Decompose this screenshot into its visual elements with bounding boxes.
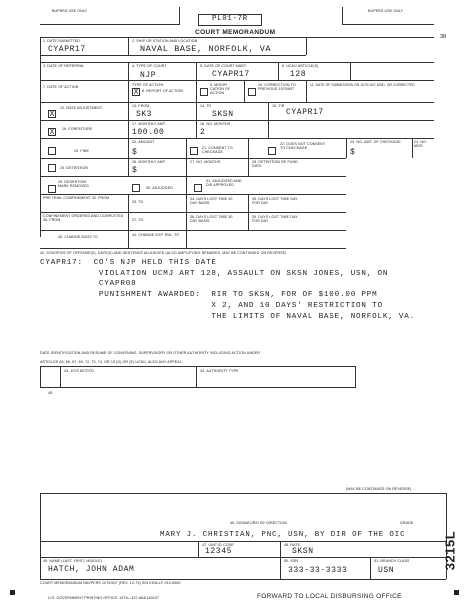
divider xyxy=(280,541,281,557)
divider xyxy=(268,102,269,120)
row-line xyxy=(40,138,434,139)
grade-label: GRADE xyxy=(400,521,414,525)
field-49-label: 49. NAME (LAST, FIRST, MIDDLE) xyxy=(43,559,102,563)
field-22-label: 22. DOES NOT CONSENT TO CHECKAGE xyxy=(280,142,326,150)
field-51-label: 51. BRANCH CLASS xyxy=(374,559,410,563)
continued-on-reverse: (MAY BE CONTINUED ON REVERSE) xyxy=(346,487,412,491)
row-line xyxy=(40,248,346,249)
divider xyxy=(196,62,197,80)
field-49-value: HATCH, JOHN ADAM xyxy=(48,565,135,574)
field-45-label: 45. xyxy=(48,391,54,395)
field-17-label: 17. MONTHLY AMT. xyxy=(132,122,166,126)
divider xyxy=(128,230,129,248)
field-1-value: CYAPR17 xyxy=(48,45,86,54)
field-4-label: 4. TYPE OF COURT xyxy=(132,64,167,68)
field-28-label: 28. DETENTION RE FUND DATE xyxy=(252,160,298,168)
divider xyxy=(60,366,61,388)
synopsis-line-5: X 2, AND 10 DAYS' RESTRICTION TO xyxy=(40,302,383,310)
row-line xyxy=(40,55,306,56)
field-44-label: 44. AUTHORITY TYPE xyxy=(200,369,239,373)
field-21-checkbox[interactable] xyxy=(190,147,198,155)
divider xyxy=(248,212,249,230)
synopsis-line-3: CYAPR08 xyxy=(40,280,137,288)
divider xyxy=(40,493,41,579)
field-12-checkbox[interactable]: X xyxy=(49,110,55,119)
field-18-label: 18. NO. MONTHS xyxy=(200,122,231,126)
field-30-checkbox[interactable] xyxy=(132,184,140,192)
bullet-right xyxy=(454,590,459,595)
divider xyxy=(128,194,129,212)
row-line xyxy=(40,120,434,121)
review-label-2: ARTICLES 65, 66, 67, 69, 72, 73, 74, OR 15 (D) OR (E) UCMJ, ALSO ANY APPEAL xyxy=(40,360,182,364)
divider xyxy=(128,80,129,102)
field-29-checkbox[interactable] xyxy=(48,185,56,193)
field-40-label: 40. CHANGE EAOS TO xyxy=(58,235,99,239)
divider xyxy=(128,138,129,158)
field-20-value: $ xyxy=(132,148,138,157)
divider xyxy=(248,194,249,212)
field-37-label: 37. TO xyxy=(132,218,144,222)
field-18-value: 2 xyxy=(200,128,206,137)
field-21-label: 21. CONSENT TO CHECKAGE xyxy=(202,146,233,154)
field-24-label: 24. NO. MOS. xyxy=(414,140,428,148)
field-15-label: 15. TIR xyxy=(272,104,285,108)
divider xyxy=(306,37,307,55)
synopsis-label: 42. SYNOPSIS OF OFFENSE(S), DATE(S) AND SENTENCE ADJUDGED (ALSO AMPLIFYING REMARKS, MAY BE CONTINUED ON REVERSE) xyxy=(40,251,287,255)
field-12-label: 12. RATE ADJUSTMENT xyxy=(60,106,103,110)
field-8-label: 8. REPORT OF ACTION xyxy=(142,89,184,93)
field-46-label: 46. SIGNATURE/ BY DIRECTION xyxy=(230,521,287,525)
field-35-label: 35. DAYS LOST TIME DAY FOR DAY xyxy=(252,197,298,205)
field-4-value: NJP xyxy=(140,71,157,80)
synopsis-line-2: VIOLATION UCMJ ART 128, ASSAULT ON SKSN JONES, USN, ON xyxy=(40,270,389,278)
signer-line: MARY J. CHRISTIAN, PNC, USN, BY DIR OF THE OIC xyxy=(160,531,406,539)
divider xyxy=(128,212,129,230)
divider xyxy=(186,158,187,176)
divider xyxy=(370,557,371,579)
field-48-value: SKSN xyxy=(292,547,314,556)
page-code: 38 xyxy=(440,34,447,40)
row-line xyxy=(40,194,346,195)
divider xyxy=(280,557,281,579)
field-31-checkbox[interactable] xyxy=(194,184,202,192)
field-9-checkbox[interactable] xyxy=(200,88,208,96)
field-25-label: 25. DETENTION xyxy=(60,166,89,170)
form-title: COURT MEMORANDUM xyxy=(195,29,276,36)
field-25-checkbox[interactable] xyxy=(48,164,56,172)
field-43-label: 43. 1070 607DTD xyxy=(64,369,94,373)
bupers-use-right-label: BUPERS USE ONLY xyxy=(368,9,404,13)
divider xyxy=(186,194,187,212)
field-38-label: 38. DAYS LOST TIME 30 DAY BASIS xyxy=(190,215,233,223)
field-22-checkbox[interactable] xyxy=(268,147,276,155)
field-31-label: 31. ADJUDGED AND DIS APPROVED xyxy=(206,179,242,187)
field-23-value: $ xyxy=(350,148,356,157)
gpo-line: U.S. GOVERNMENT PRINTING OFFICE: 1976—437-664/140107 xyxy=(48,596,159,600)
field-3-label: 3. DATE OF REFERRAL xyxy=(43,64,85,68)
field-32-label: PRE TRIAL CONFINEMENT 32. FROM xyxy=(43,196,110,200)
field-5-value: CYAPR17 xyxy=(212,70,250,79)
row-line xyxy=(40,541,446,542)
field-13-value: SK3 xyxy=(136,110,153,119)
divider xyxy=(306,80,307,102)
field-8-checkbox[interactable]: X xyxy=(133,88,139,97)
divider xyxy=(128,120,129,138)
field-51-value: USN xyxy=(378,566,395,575)
field-50-value: 333-33-3333 xyxy=(288,566,348,575)
form-left-border xyxy=(40,37,41,237)
divider xyxy=(244,80,245,102)
field-14-label: 14. TO xyxy=(200,104,212,108)
field-29-label: 29. DESERTION MARK REMOVED xyxy=(58,180,89,188)
field-8-prefix: TYPE OF ACTION xyxy=(132,83,164,87)
field-50-label: 50. SSN xyxy=(284,559,299,563)
forward-instruction: FORWARD TO LOCAL DISBURSING OFFICE xyxy=(257,593,402,600)
divider xyxy=(196,80,197,102)
divider xyxy=(248,158,249,176)
field-2-value: NAVAL BASE, NORFOLK, VA xyxy=(140,44,272,54)
field-7-label: 7. DATE OF ACTION xyxy=(43,85,79,89)
synopsis-line-6: THE LIMITS OF NAVAL BASE, NORFOLK, VA. xyxy=(40,313,415,321)
synopsis-line-1: CYAPR17: CO'S NJP HELD THIS DATE xyxy=(40,259,217,267)
field-48-label: 48. RATE xyxy=(284,543,301,547)
field-39-label: 39. DAYS LOST TIME DAY FOR DAY xyxy=(252,215,298,223)
divider xyxy=(128,37,129,55)
side-number: 3215L xyxy=(442,530,458,571)
divider xyxy=(186,138,187,158)
divider xyxy=(128,62,129,80)
divider xyxy=(350,62,351,80)
field-23-label: 23. NO. AMT. OF CHECKAGE xyxy=(350,140,401,144)
field-5-label: 5. DATE OF COURT MART. xyxy=(200,64,247,68)
row-line xyxy=(40,212,346,213)
field-6-value: 128 xyxy=(290,70,307,79)
field-36-label: CONFINEMENT ORDERED AND COMPLETED 36. FROM xyxy=(43,214,124,222)
field-13-label: 13. FROM xyxy=(132,104,150,108)
divider xyxy=(196,120,197,138)
field-16-label: 16. FORFEITURE xyxy=(62,127,93,131)
field-17-value: 100.00 xyxy=(132,128,165,137)
row-line xyxy=(40,493,446,494)
row-line xyxy=(40,230,346,231)
field-33-label: 33. TO xyxy=(132,200,144,204)
field-10-label: 10. CORRECTION TO PREVIOUS 1070/607 xyxy=(258,83,296,91)
row-line xyxy=(40,80,434,81)
divider xyxy=(128,102,129,120)
bullet-left xyxy=(10,590,15,595)
divider xyxy=(248,138,249,158)
bupers-use-left-label: BUPERS USE ONLY xyxy=(52,9,88,13)
field-19-checkbox[interactable] xyxy=(48,147,56,155)
divider xyxy=(198,541,199,557)
divider xyxy=(186,230,187,248)
form-top-border xyxy=(40,37,434,38)
field-26-label: 26. MONTHLY AMT. xyxy=(132,160,166,164)
divider xyxy=(412,138,413,158)
field-47-label: 47. UNIT ID CODE xyxy=(202,543,234,547)
field-15-value: CYAPR17 xyxy=(286,108,324,117)
field-41-label: 41. CHANGE EXP. ENL. TO xyxy=(132,233,180,237)
divider xyxy=(186,212,187,230)
field-16-checkbox[interactable]: X xyxy=(49,128,55,137)
field-1-label: 1. DATE SUBMITTED xyxy=(43,39,80,43)
divider xyxy=(278,62,279,80)
review-label-1: DATE IDENTIFICATION AND RESUME OF CONVENING, SUPERVISORY OR OTHER AUTHORITY INCLUDING ACTION UNDER xyxy=(40,351,261,355)
divider xyxy=(196,102,197,120)
field-2-label: 2. SHIP OR STATION AND LOCATION xyxy=(132,39,198,43)
field-47-value: 12345 xyxy=(205,547,233,556)
row-line xyxy=(40,579,446,580)
divider xyxy=(268,120,269,138)
field-20-label: 20. AMOUNT xyxy=(132,140,155,144)
field-6-label: 6. UCMJ ARTICLE(S) xyxy=(282,64,319,68)
field-26-value: $ xyxy=(132,166,138,175)
row-line xyxy=(40,158,346,159)
field-11-label: 11. DATE OF SUBMISSION ON 1070/ 607 MOD. OR CORRECTED xyxy=(310,83,415,87)
stamp-code: PL01-7R xyxy=(212,15,248,23)
field-9-label: 9. MODIFI CATION OF ACTION xyxy=(210,83,231,95)
field-30-label: 30. ADJUDGED xyxy=(146,186,173,190)
field-10-checkbox[interactable] xyxy=(248,88,256,96)
divider xyxy=(186,176,187,194)
row-line xyxy=(40,176,346,177)
field-34-label: 34. DAYS LOST TIME 30 DAY BASIS xyxy=(190,197,233,205)
field-27-label: 27. NO. MONTHS xyxy=(190,160,221,164)
divider xyxy=(128,158,129,176)
form-identifier: COURT MEMORANDUM NAVPERS 1070/607 (REV. 12-73) S/N 0106-LF-010-6960 xyxy=(40,581,181,585)
divider xyxy=(196,366,197,388)
divider xyxy=(346,138,347,158)
field-19-label: 19. FINE xyxy=(74,149,89,153)
row-line xyxy=(40,62,434,63)
field-14-value: SKSN xyxy=(212,110,234,119)
synopsis-line-4: PUNISHMENT AWARDED: RIR TO SKSN, FOR OF $100.00 PPM xyxy=(40,291,378,299)
row-line xyxy=(40,557,446,558)
row-line xyxy=(40,102,434,103)
